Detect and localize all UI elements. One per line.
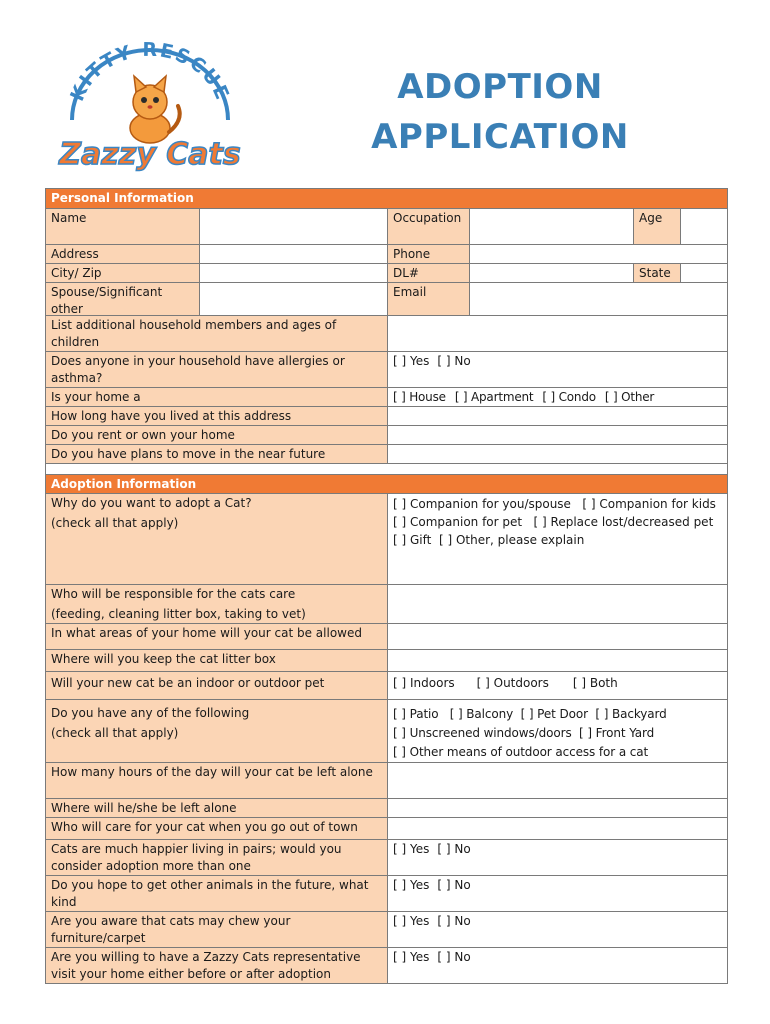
why-other-checkbox[interactable]: [ ] Other, please explain <box>438 533 585 547</box>
who-cares-field[interactable] <box>388 818 728 840</box>
hours-alone-label: How many hours of the day will your cat be left alone <box>46 763 388 799</box>
pairs-no-checkbox[interactable]: [ ] No <box>437 842 471 856</box>
front-yard-checkbox[interactable]: [ ] Front Yard <box>579 726 655 740</box>
personal-information-table <box>45 188 728 319</box>
age-label: Age <box>634 209 681 245</box>
other-animals-options <box>388 876 728 912</box>
household-field[interactable] <box>388 316 728 352</box>
chew-options <box>388 912 728 948</box>
move-plans-field[interactable] <box>388 445 728 464</box>
email-field[interactable] <box>470 283 728 319</box>
indoor-outdoor-label: Will your new cat be an indoor or outdoor pet <box>46 672 388 700</box>
city-zip-field[interactable] <box>200 264 388 283</box>
email-label: Email <box>388 283 470 319</box>
outdoors-checkbox[interactable]: [ ] Outdoors <box>476 676 549 690</box>
chew-yes-checkbox[interactable]: [ ] Yes <box>393 914 430 928</box>
address-field[interactable] <box>200 245 388 264</box>
why-adopt-hint: (check all that apply) <box>51 516 179 530</box>
responsible-question: Who will be responsible for the cats care <box>51 587 296 601</box>
city-zip-label: City/ Zip <box>46 264 200 283</box>
home-type-options <box>388 388 728 407</box>
why-adopt-label <box>46 494 388 585</box>
household-table <box>45 315 728 476</box>
where-alone-label: Where will he/she be left alone <box>46 799 388 818</box>
responsible-label <box>46 585 388 624</box>
home-type-label: Is your home a <box>46 388 388 407</box>
occupation-field[interactable] <box>470 209 634 245</box>
adoption-information-table <box>45 474 728 984</box>
allergies-yes-checkbox[interactable]: [ ] Yes <box>393 354 430 368</box>
pairs-options <box>388 840 728 876</box>
spouse-field[interactable] <box>200 283 388 319</box>
why-companion-kids-checkbox[interactable]: [ ] Companion for kids <box>582 497 716 511</box>
phone-label: Phone <box>388 245 470 264</box>
following-hint: (check all that apply) <box>51 726 179 740</box>
home-other-checkbox[interactable]: [ ] Other <box>604 390 655 404</box>
responsible-field[interactable] <box>388 585 728 624</box>
move-plans-label: Do you have plans to move in the near future <box>46 445 388 464</box>
other-outdoor-access-checkbox[interactable]: [ ] Other means of outdoor access for a cat <box>393 745 649 759</box>
how-long-label: How long have you lived at this address <box>46 407 388 426</box>
visit-yes-checkbox[interactable]: [ ] Yes <box>393 950 430 964</box>
where-alone-field[interactable] <box>388 799 728 818</box>
spouse-label: Spouse/Significant other <box>46 283 200 319</box>
both-checkbox[interactable]: [ ] Both <box>572 676 618 690</box>
personal-information-heading: Personal Information <box>46 189 728 209</box>
why-companion-spouse-checkbox[interactable]: [ ] Companion for you/spouse <box>393 497 571 511</box>
pairs-yes-checkbox[interactable]: [ ] Yes <box>393 842 430 856</box>
visit-label: Are you willing to have a Zazzy Cats representative visit your home either before or after adoption <box>46 948 388 984</box>
patio-checkbox[interactable]: [ ] Patio <box>393 707 439 721</box>
why-adopt-question: Why do you want to adopt a Cat? <box>51 496 252 510</box>
orange-kitten-icon <box>130 76 180 143</box>
indoors-checkbox[interactable]: [ ] Indoors <box>393 676 455 690</box>
logo-arc-text: KITTY RESCUE <box>66 40 234 105</box>
other-animals-yes-checkbox[interactable]: [ ] Yes <box>393 878 430 892</box>
visit-no-checkbox[interactable]: [ ] No <box>437 950 471 964</box>
following-label <box>46 700 388 763</box>
state-field[interactable] <box>681 264 728 283</box>
occupation-label: Occupation <box>388 209 470 245</box>
following-options <box>388 700 728 763</box>
chew-label: Are you aware that cats may chew your furniture/carpet <box>46 912 388 948</box>
other-animals-no-checkbox[interactable]: [ ] No <box>437 878 471 892</box>
name-field[interactable] <box>200 209 388 245</box>
phone-field[interactable] <box>470 245 728 264</box>
age-field[interactable] <box>681 209 728 245</box>
why-companion-pet-checkbox[interactable]: [ ] Companion for pet <box>393 515 523 529</box>
litter-label: Where will you keep the cat litter box <box>46 650 388 672</box>
title-line-1: ADOPTION <box>397 67 603 107</box>
why-replace-pet-checkbox[interactable]: [ ] Replace lost/decreased pet <box>533 515 714 529</box>
zazzy-cats-logo <box>50 40 250 175</box>
pet-door-checkbox[interactable]: [ ] Pet Door <box>520 707 588 721</box>
home-condo-checkbox[interactable]: [ ] Condo <box>542 390 596 404</box>
who-cares-label: Who will care for your cat when you go out of town <box>46 818 388 840</box>
name-label: Name <box>46 209 200 245</box>
why-adopt-options <box>388 494 728 585</box>
chew-no-checkbox[interactable]: [ ] No <box>437 914 471 928</box>
allergies-options <box>388 352 728 388</box>
backyard-checkbox[interactable]: [ ] Backyard <box>595 707 667 721</box>
visit-options <box>388 948 728 984</box>
dl-label: DL# <box>388 264 470 283</box>
how-long-field[interactable] <box>388 407 728 426</box>
household-label: List additional household members and ages of children <box>46 316 388 352</box>
allergies-label: Does anyone in your household have allergies or asthma? <box>46 352 388 388</box>
address-label: Address <box>46 245 200 264</box>
unscreened-windows-checkbox[interactable]: [ ] Unscreened windows/doors <box>393 726 572 740</box>
state-label: State <box>634 264 681 283</box>
areas-field[interactable] <box>388 624 728 650</box>
areas-label: In what areas of your home will your cat be allowed <box>46 624 388 650</box>
rent-own-label: Do you rent or own your home <box>46 426 388 445</box>
rent-own-field[interactable] <box>388 426 728 445</box>
adoption-information-heading: Adoption Information <box>46 475 728 494</box>
other-animals-label: Do you hope to get other animals in the future, what kind <box>46 876 388 912</box>
hours-alone-field[interactable] <box>388 763 728 799</box>
dl-field[interactable] <box>470 264 634 283</box>
allergies-no-checkbox[interactable]: [ ] No <box>437 354 471 368</box>
responsible-hint: (feeding, cleaning litter box, taking to vet) <box>51 607 306 621</box>
page-title <box>330 62 670 162</box>
home-house-checkbox[interactable]: [ ] House <box>393 390 446 404</box>
following-question: Do you have any of the following <box>51 706 250 720</box>
home-apartment-checkbox[interactable]: [ ] Apartment <box>454 390 534 404</box>
logo-brand-text: Zazzy Cats <box>59 137 241 172</box>
indoor-outdoor-options <box>388 672 728 700</box>
pairs-label: Cats are much happier living in pairs; would you consider adoption more than one <box>46 840 388 876</box>
title-line-2: APPLICATION <box>371 117 629 157</box>
litter-field[interactable] <box>388 650 728 672</box>
balcony-checkbox[interactable]: [ ] Balcony <box>449 707 514 721</box>
why-gift-checkbox[interactable]: [ ] Gift <box>393 533 432 547</box>
